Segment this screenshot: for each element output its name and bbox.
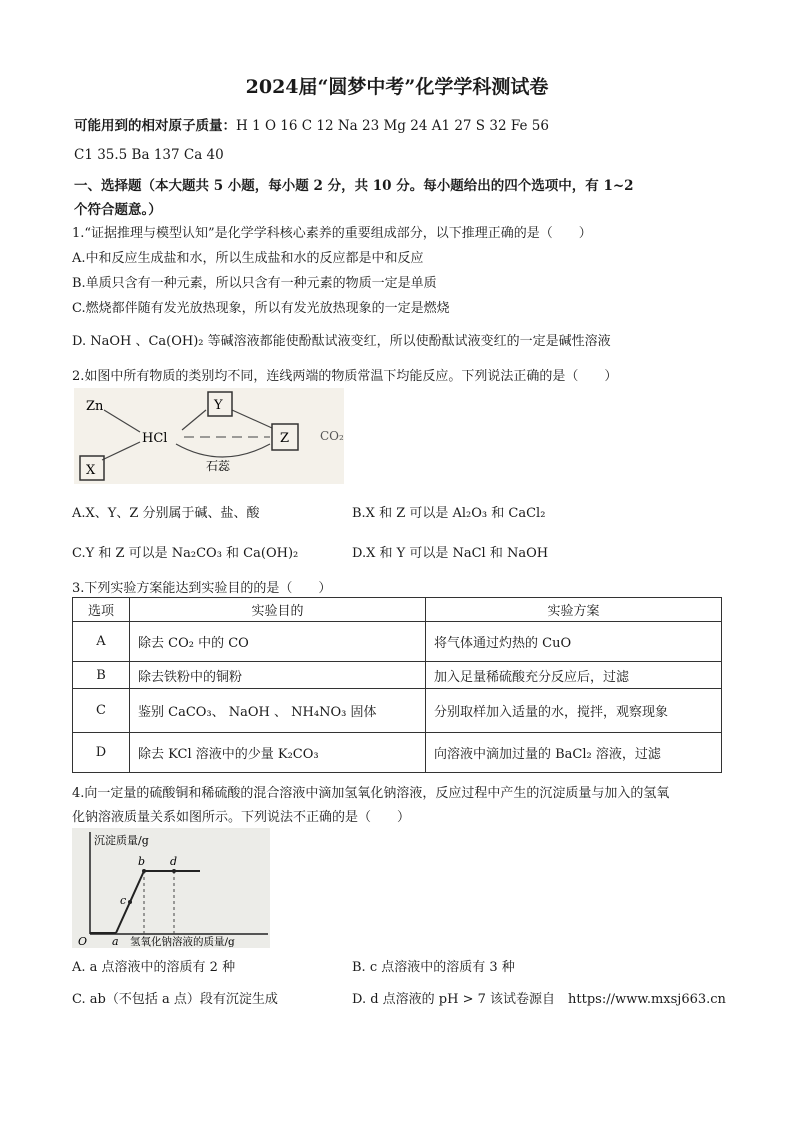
table-row: [73, 733, 722, 773]
co2-label: CO₂: [320, 429, 344, 443]
header-plan: 实验方案: [426, 598, 722, 622]
q3-experiment-table: [72, 597, 722, 773]
atomic-mass-line1: [74, 114, 549, 134]
q2-stem: 2.如图中所有物质的类别均不同，连线两端的物质常温下均能反应。下列说法正确的是（ ）: [72, 369, 618, 384]
q2-option-a: A.X、Y、Z 分别属于碱、盐、酸: [72, 506, 260, 521]
table-row: [73, 662, 722, 689]
row-goal: 除去铁粉中的铜粉: [130, 662, 426, 689]
q4-stem-line1: 4.向一定量的硫酸铜和稀硫酸的混合溶液中滴加氢氧化钠溶液，反应过程中产生的沉淀质量与加入的氢氧: [72, 786, 670, 801]
q4-option-c: C. ab（不包括 a 点）段有沉淀生成: [72, 992, 278, 1007]
q2-reaction-diagram: [72, 388, 362, 488]
row-plan: 加入足量稀硫酸充分反应后，过滤: [426, 662, 722, 689]
shiyi-label: 石蕊: [206, 459, 231, 473]
q4-precipitate-graph: [72, 828, 272, 948]
graph-origin: O: [78, 935, 88, 948]
section-heading-line2: 个符合题意。）: [74, 202, 162, 218]
graph-point-a-label: a: [112, 935, 119, 948]
y-label: Y: [214, 398, 223, 413]
graph-point-b-label: b: [138, 855, 146, 868]
zn-label: Zn: [86, 399, 104, 414]
header-goal: 实验目的: [130, 598, 426, 622]
row-goal: 除去 KCl 溶液中的少量 K₂CO₃: [130, 733, 426, 773]
graph-point-d-label: d: [170, 855, 178, 868]
row-goal: 除去 CO₂ 中的 CO: [130, 622, 426, 662]
section-heading-line1: 一、选择题（本大题共 5 小题，每小题 2 分，共 10 分。每小题给出的四个选项中，有 1~2: [74, 178, 634, 194]
atomic-mass-values-2: C1 35.5 Ba 137 Ca 40: [74, 147, 224, 163]
atomic-mass-label: 可能用到的相对原子质量：: [74, 118, 236, 134]
table-row: [73, 689, 722, 733]
row-plan: 分别取样加入适量的水，搅拌，观察现象: [426, 689, 722, 733]
q1-option-b: B.单质只含有一种元素，所以只含有一种元素的物质一定是单质: [72, 276, 437, 291]
row-option: B: [73, 662, 130, 689]
row-option: C: [73, 689, 130, 733]
row-plan: 将气体通过灼热的 CuO: [426, 622, 722, 662]
row-option: A: [73, 622, 130, 662]
table-header-row: [73, 598, 722, 622]
q4-option-b: B. c 点溶液中的溶质有 3 种: [352, 960, 515, 975]
table-row: [73, 622, 722, 662]
row-option: D: [73, 733, 130, 773]
graph-point-c-label: c: [120, 894, 127, 907]
page-title: 2024届“圆梦中考”化学学科测试卷: [245, 76, 549, 98]
z-label: Z: [280, 431, 290, 446]
row-goal: 鉴别 CaCO₃、 NaOH 、 NH₄NO₃ 固体: [130, 689, 426, 733]
x-label: X: [86, 463, 96, 478]
q4-option-d: D. d 点溶液的 pH > 7 该试卷源自 https://www.mxsj663.cn: [352, 992, 726, 1007]
q2-option-c: C.Y 和 Z 可以是 Na₂CO₃ 和 Ca(OH)₂: [72, 546, 299, 561]
q1-option-a: A.中和反应生成盐和水，所以生成盐和水的反应都是中和反应: [72, 251, 424, 266]
hcl-label: HCl: [142, 431, 168, 446]
q2-option-b: B.X 和 Z 可以是 Al₂O₃ 和 CaCl₂: [352, 506, 546, 521]
graph-xlabel: 氢氧化钠溶液的质量/g: [130, 936, 235, 948]
q1-option-c: C.燃烧都伴随有发光放热现象，所以有发光放热现象的一定是燃烧: [72, 301, 450, 316]
graph-ylabel: 沉淀质量/g: [94, 834, 149, 847]
point-c: [128, 900, 132, 904]
q1-option-d: D. NaOH 、Ca(OH)₂ 等碱溶液都能使酚酞试液变红，所以使酚酞试液变红的一定是碱性溶液: [72, 334, 611, 349]
q1-stem: 1.“证据推理与模型认知”是化学学科核心素养的重要组成部分，以下推理正确的是（ ）: [72, 226, 592, 241]
row-plan: 向溶液中滴加过量的 BaCl₂ 溶液，过滤: [426, 733, 722, 773]
q2-option-d: D.X 和 Y 可以是 NaCl 和 NaOH: [352, 546, 549, 561]
point-d: [172, 869, 176, 873]
q4-option-a: A. a 点溶液中的溶质有 2 种: [72, 960, 236, 975]
q3-stem: 3.下列实验方案能达到实验目的的是（ ）: [72, 581, 332, 596]
atomic-mass-values-1: H 1 O 16 C 12 Na 23 Mg 24 A1 27 S 32 Fe 56: [236, 118, 549, 134]
header-option: 选项: [73, 598, 130, 622]
point-b: [142, 869, 146, 873]
q4-stem-line2: 化钠溶液质量关系如图所示。下列说法不正确的是（ ）: [72, 810, 411, 825]
